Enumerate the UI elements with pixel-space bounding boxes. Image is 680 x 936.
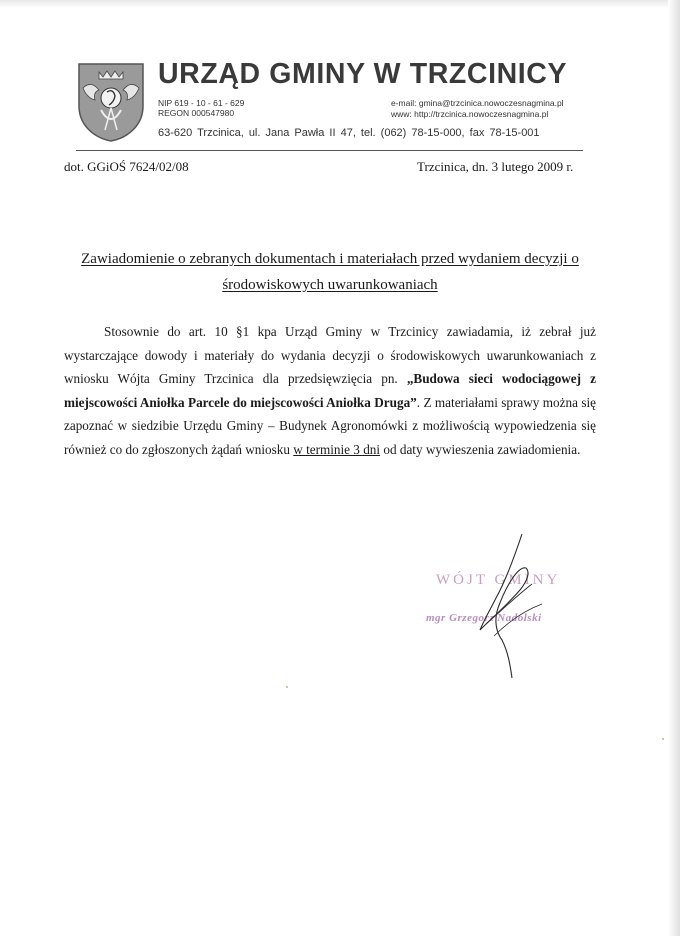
body-part-2: . Z materiałami sprawy można się zapoznać w siedzibie Urzędu Gminy – Budynek Agronomówki z możliwością wypowiedzenia się również co do zgłoszonych żądań wniosku	[64, 394, 596, 457]
header-divider	[76, 150, 583, 151]
coat-of-arms-icon	[77, 62, 145, 142]
mayor-stamp-title: WÓJT GMINY	[436, 572, 561, 588]
scan-edge-right	[668, 0, 680, 936]
regon-number: REGON 000547980	[158, 108, 235, 118]
title-line-1: Zawiadomienie o zebranych dokumentach i materiałach przed wydaniem decyzji o	[81, 251, 579, 267]
scan-edge-top	[0, 0, 680, 8]
email-address: e-mail: gmina@trzcinica.nowoczesnagmina.pl	[391, 98, 564, 108]
org-name: URZĄD GMINY W TRZCINICY	[158, 58, 568, 90]
project-name: „Budowa sieci wodociągowej z miejscowości Aniołka Parcele do miejscowości Aniołka Druga”	[64, 371, 597, 410]
deadline: w terminie 3 dni	[293, 441, 381, 457]
notice-body	[64, 320, 596, 462]
handwritten-signature	[410, 528, 600, 688]
title-line-2: środowiskowych uwarunkowaniach	[222, 277, 438, 293]
scan-speck	[286, 686, 288, 688]
case-reference: dot. GGiOŚ 7624/02/08	[64, 159, 189, 174]
body-part-3: od daty wywieszenia zawiadomienia.	[380, 441, 581, 457]
address-contact-line: 63-620 Trzcinica, ul. Jana Pawła II 47, tel. (062) 78-15-000, fax 78-15-001	[158, 127, 540, 139]
document-title	[60, 246, 600, 298]
place-and-date: Trzcinica, dn. 3 lutego 2009 r.	[417, 159, 574, 174]
website-address: www: http://trzcinica.nowoczesnagmina.pl	[391, 109, 549, 119]
body-part-1: Stosownie do art. 10 §1 kpa Urząd Gminy w Trzcinicy zawiadamia, iż zebrał już wystarczające dowody i materiały do wydania decyzji o środowiskowych uwarunkowaniach z wniosku Wójta Gminy Trzcinica dla przedsięwzięcia pn.	[64, 324, 596, 387]
scan-speck	[662, 738, 664, 740]
mayor-stamp-name: mgr Grzegorz Nadolski	[426, 612, 542, 624]
nip-number: NIP 619 - 10 - 61 - 629	[158, 98, 245, 108]
